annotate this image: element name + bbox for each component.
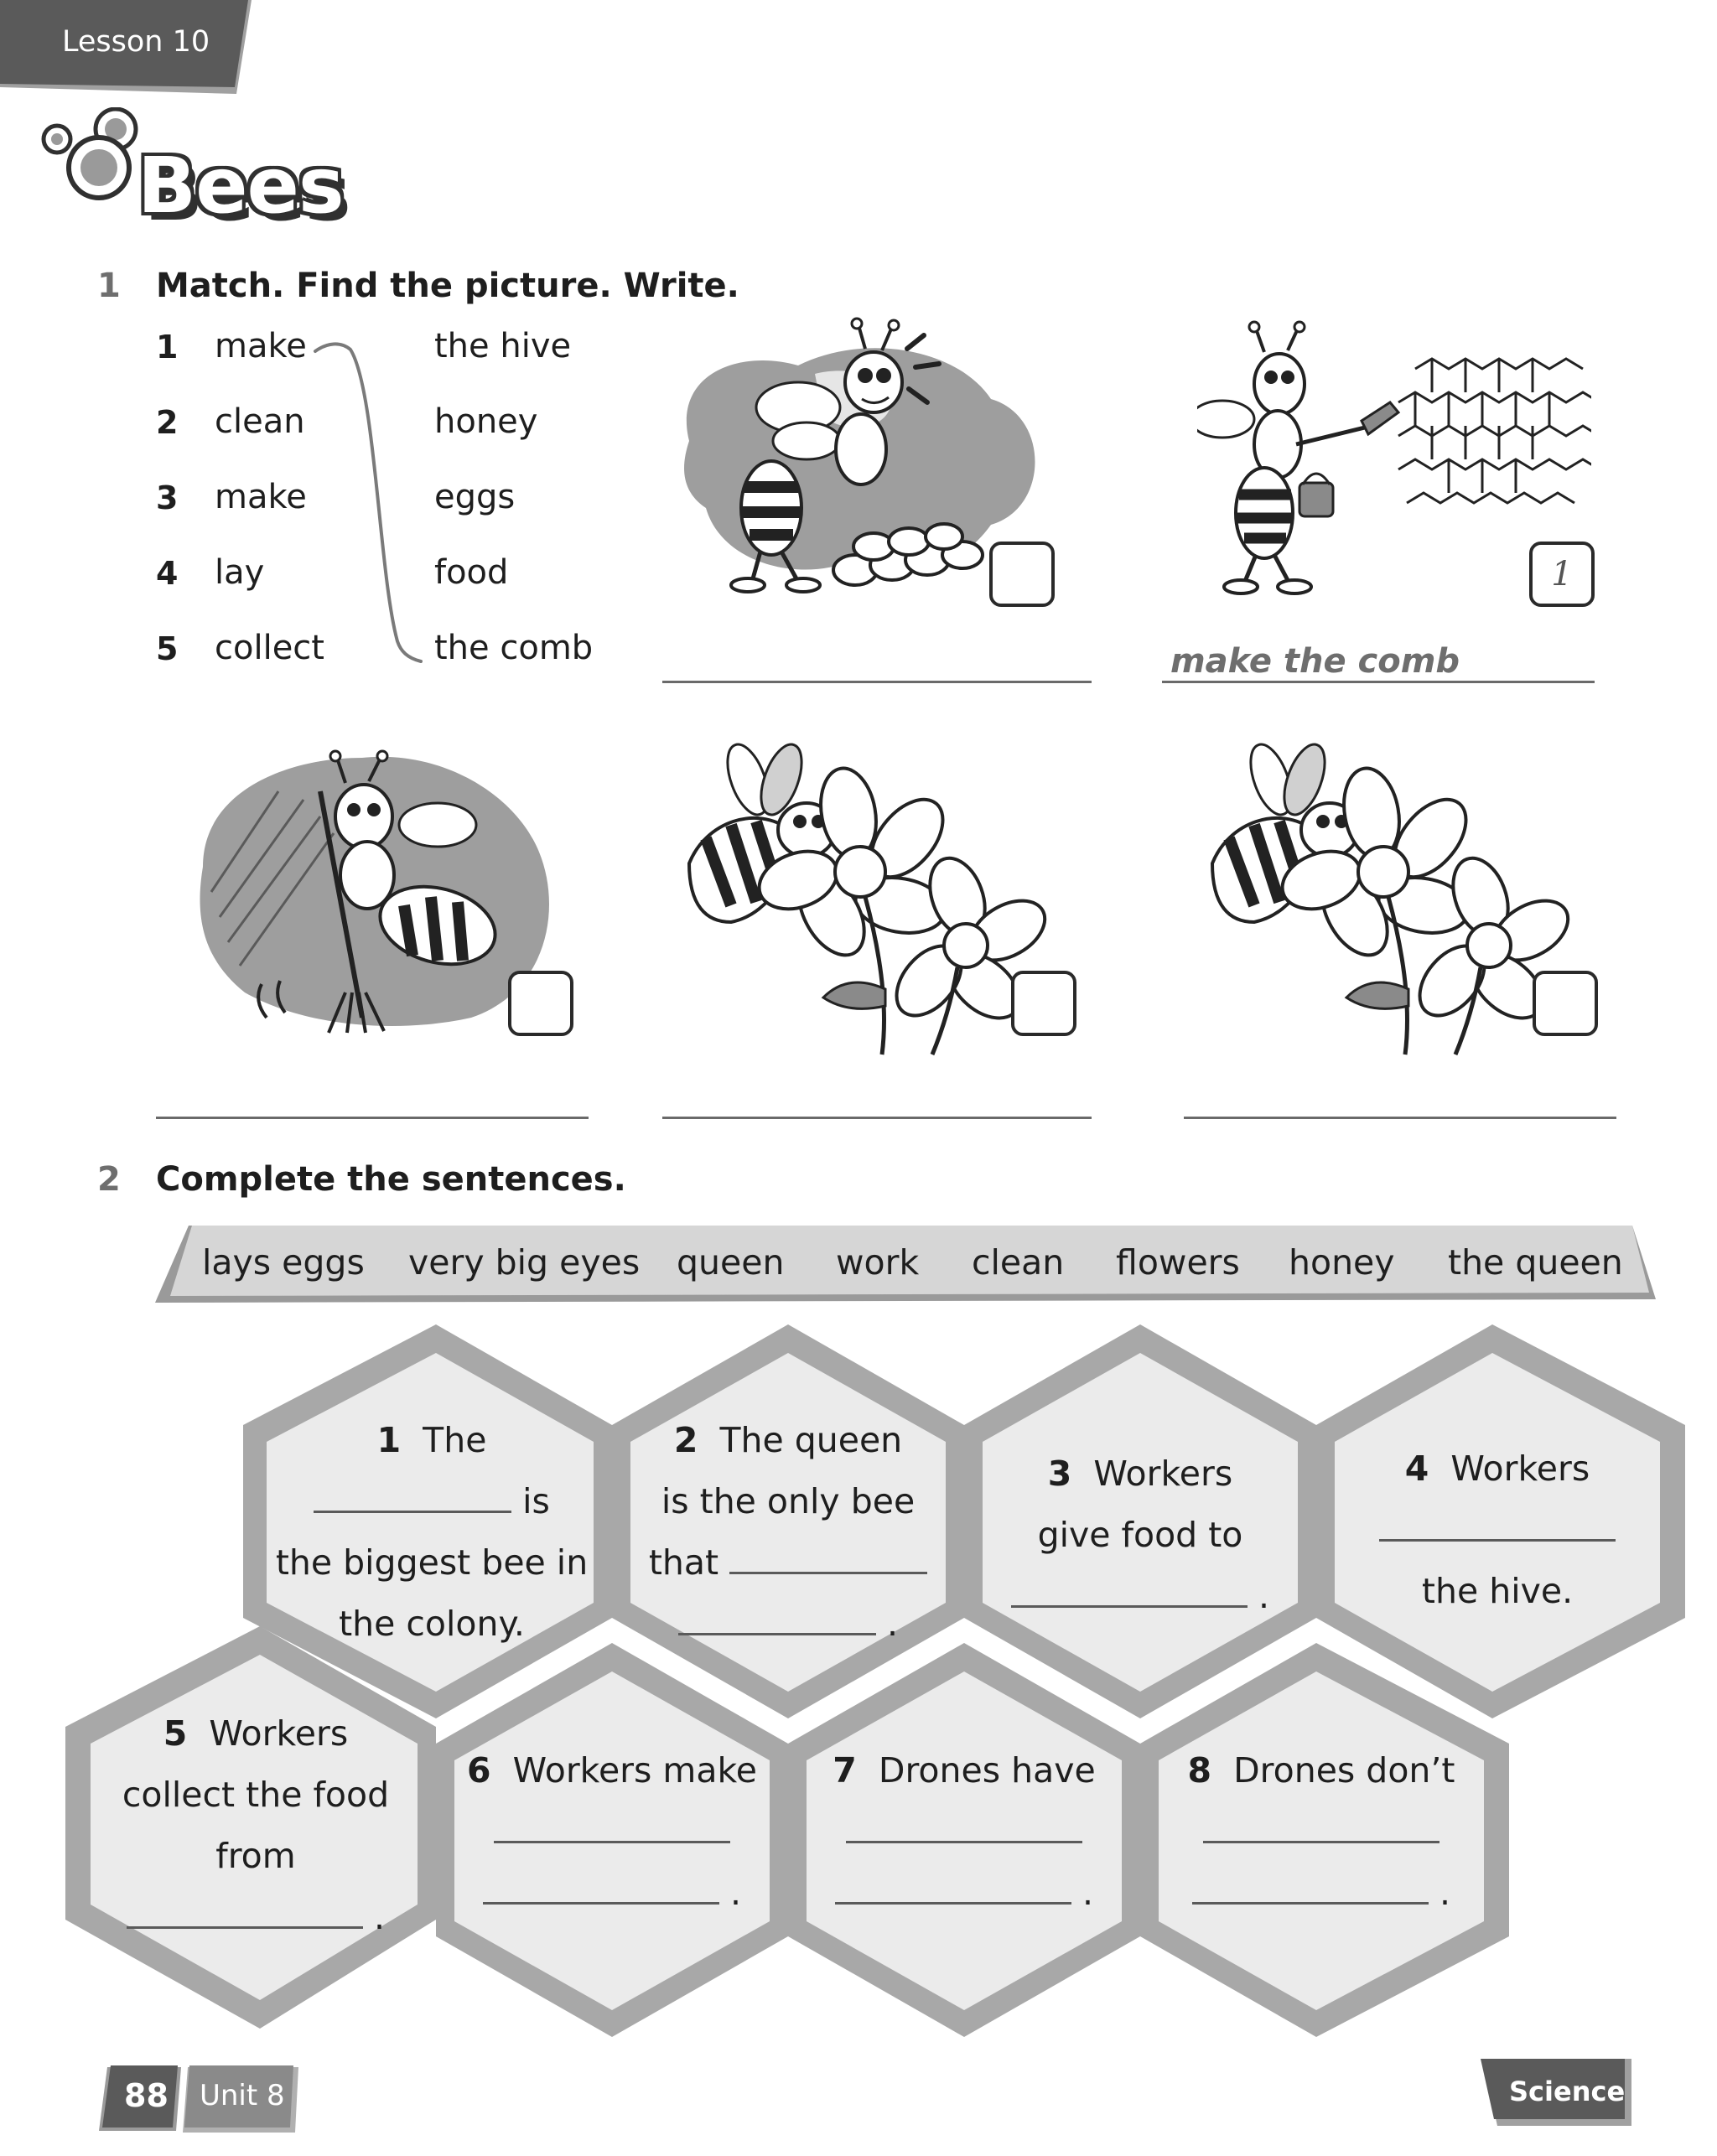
exercise-1-number: 1: [97, 267, 121, 305]
sentence-6: [448, 1740, 776, 1924]
match-number: 1: [156, 329, 179, 365]
answer-blank[interactable]: [846, 1810, 1082, 1843]
lesson-title: Bees: [137, 141, 344, 231]
sentence-text: give food to: [1037, 1515, 1243, 1555]
answer-blank[interactable]: [494, 1810, 730, 1843]
sentence-text: .: [374, 1897, 386, 1937]
sentence-text: .: [887, 1604, 899, 1644]
sentence-text: Drones don’t: [1233, 1750, 1455, 1791]
sentence-number: 4: [1404, 1449, 1429, 1489]
sentence-5: [92, 1703, 419, 1948]
answer-blank[interactable]: [678, 1602, 876, 1635]
sentence-text: The: [423, 1420, 487, 1460]
sentence-text: from: [215, 1836, 296, 1876]
match-verb: make: [215, 478, 307, 516]
match-verb: clean: [215, 402, 305, 441]
match-object: eggs: [434, 478, 516, 516]
word-bank-item: work: [836, 1242, 920, 1283]
sentence-text: is the only bee: [661, 1481, 916, 1521]
match-number: 2: [156, 404, 179, 441]
sentence-number: 5: [163, 1713, 188, 1754]
match-number: 4: [156, 555, 179, 592]
sentence-text: .: [1258, 1576, 1270, 1616]
sentence-number: 6: [466, 1750, 491, 1791]
sentence-text: Workers: [1093, 1454, 1233, 1494]
word-bank-item: clean: [972, 1242, 1065, 1283]
sentence-number: 7: [833, 1750, 857, 1791]
sentence-text: .: [730, 1873, 742, 1913]
match-number: 5: [156, 630, 179, 667]
exercise-1-instruction: Match. Find the picture. Write.: [156, 267, 739, 305]
sentence-text: the colony.: [339, 1604, 525, 1644]
lesson-label: Lesson 10: [62, 25, 210, 59]
sentence-number: 1: [376, 1420, 402, 1460]
sentence-number: 2: [673, 1420, 698, 1460]
match-object: the comb: [434, 629, 594, 667]
answer-blank[interactable]: [835, 1871, 1071, 1905]
sentence-text: that: [648, 1542, 719, 1583]
word-bank-item: honey: [1289, 1242, 1395, 1283]
answer-blank[interactable]: [483, 1871, 719, 1905]
sentence-text: Workers make: [512, 1750, 757, 1791]
sentence-3: [974, 1443, 1306, 1627]
sentence-text: is: [522, 1481, 550, 1521]
answer-blank[interactable]: [1203, 1810, 1439, 1843]
word-bank-item: lays eggs: [202, 1242, 365, 1283]
sentence-1: [268, 1410, 595, 1655]
answer-text: make the comb: [1170, 642, 1460, 681]
answer-blank[interactable]: [1192, 1871, 1429, 1905]
match-object: honey: [434, 402, 538, 441]
match-verb: make: [215, 327, 307, 365]
answer-blank[interactable]: [1379, 1508, 1616, 1542]
sentence-text: the hive.: [1421, 1571, 1574, 1611]
word-bank-item: very big eyes: [408, 1242, 641, 1283]
answer-blank[interactable]: [127, 1895, 363, 1929]
answer-blank[interactable]: [1011, 1574, 1248, 1608]
answer-blank[interactable]: [729, 1541, 927, 1574]
sentence-7: [800, 1740, 1128, 1924]
subject-label: Science: [1509, 2076, 1626, 2107]
sentence-4: [1330, 1438, 1665, 1622]
exercise-2-number: 2: [97, 1160, 121, 1199]
exercise-2-instruction: Complete the sentences.: [156, 1160, 626, 1199]
word-bank-item: the queen: [1448, 1242, 1623, 1283]
sentence-text: the biggest bee in: [275, 1542, 589, 1583]
word-bank-item: flowers: [1116, 1242, 1240, 1283]
sentence-text: .: [1439, 1873, 1451, 1913]
page-number: 88: [124, 2077, 169, 2114]
sentence-number: 8: [1187, 1750, 1212, 1791]
sentence-text: The queen: [719, 1420, 903, 1460]
sentence-text: Workers: [209, 1713, 349, 1754]
sentence-number: 3: [1047, 1454, 1072, 1494]
sentence-8: [1155, 1740, 1487, 1924]
sentence-text: .: [1082, 1873, 1094, 1913]
match-verb: lay: [215, 553, 265, 592]
unit-label: Unit 8: [200, 2079, 285, 2112]
word-bank-item: queen: [677, 1242, 785, 1283]
sentence-text: Drones have: [878, 1750, 1096, 1791]
match-number: 3: [156, 479, 179, 516]
sentence-text: collect the food: [122, 1775, 390, 1815]
match-object: the hive: [434, 327, 572, 365]
match-object: food: [434, 553, 509, 592]
picture-number-box[interactable]: 1: [1529, 542, 1595, 607]
sentence-2: [622, 1410, 954, 1655]
answer-blank[interactable]: [314, 1480, 511, 1513]
match-verb: collect: [215, 629, 324, 667]
sentence-text: Workers: [1450, 1449, 1590, 1489]
